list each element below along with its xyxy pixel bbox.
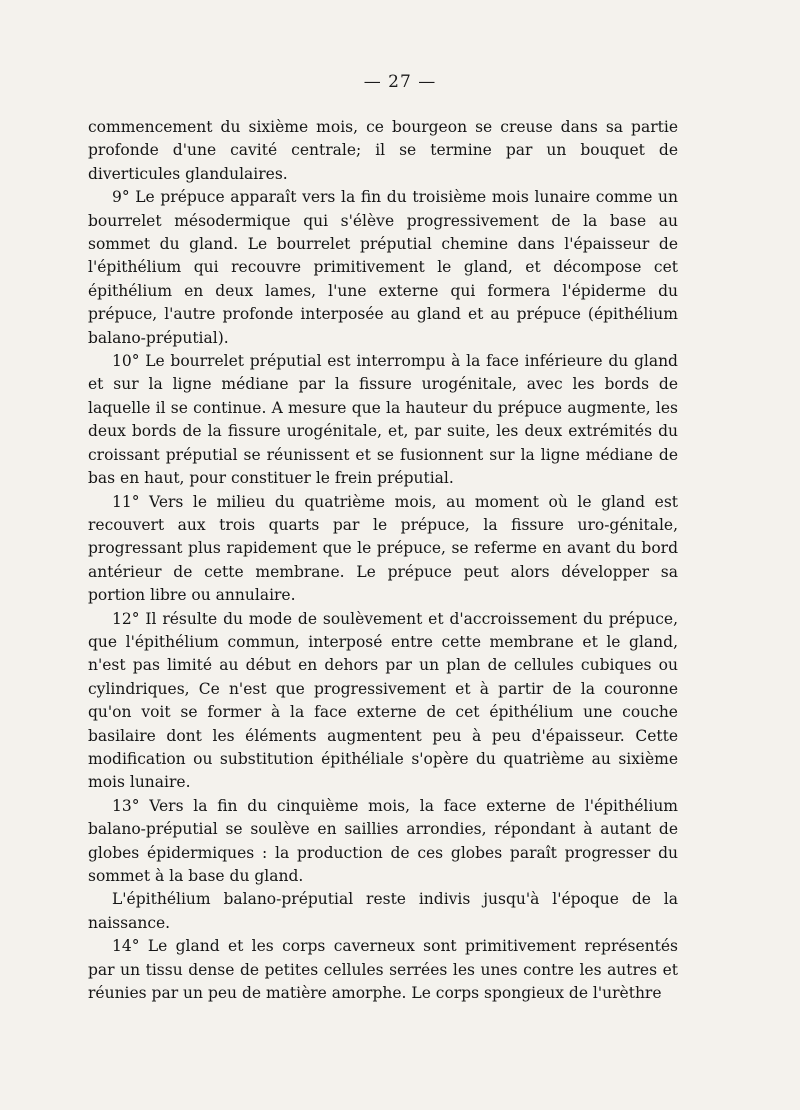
- paragraph: [88, 935, 678, 1005]
- paragraph-number: 12°: [112, 609, 140, 628]
- paragraph-number: 13°: [112, 796, 140, 815]
- paragraph: [88, 116, 678, 186]
- paragraph-text: Le bourrelet préputial est interrompu à la face inférieure du gland et sur la ligne médiane par la fissure urogénitale, avec les bords de laquelle il se continue. A mesure que la hauteur du prépuce augmente, les deux bords de la fissure urogénitale, et, par suite, les deux extrémités du croissant préputial se réunissent et se fusionnent sur la ligne médiane de bas en haut, pour constituer le frein préputial.: [88, 352, 678, 488]
- body-text: [88, 116, 678, 1005]
- paragraph-text: Il résulte du mode de soulèvement et d'accroissement du prépuce, que l'épithélium commun, interposé entre cette membrane et le gland, n'est pas limité au début en dehors par un plan de cellules cubiques ou cylindriques, Ce n'est que progressivement et à partir de la couronne qu'on voit se former à la face externe de cet épithélium une couche basilaire dont les éléments augmentent peu à peu d'épaisseur. Cette modification ou substitution épithéliale s'opère du quatrième au sixième mois lunaire.: [88, 609, 678, 792]
- paragraph: [88, 888, 678, 935]
- paragraph-number: 14°: [112, 937, 140, 956]
- paragraph-text: Le gland et les corps caverneux sont primitivement représentés par un tissu dense de petites cellules serrées les unes contre les autres et réunies par un peu de matière amorphe. Le corps spongieux de l'urèthre: [88, 937, 678, 1003]
- paragraph-text: Vers le milieu du quatrième mois, au moment où le gland est recouvert aux trois quarts par le prépuce, la fissure uro-génitale, progressant plus rapidement que le prépuce, se referme en avant du bord antérieur de cette membrane. Le prépuce peut alors développer sa portion libre ou annulaire.: [88, 492, 678, 605]
- paragraph-number: 11°: [112, 492, 140, 511]
- paragraph: [88, 491, 678, 608]
- paragraph-text: Le prépuce apparaît vers la fin du troisième mois lunaire comme un bourrelet mésodermique qui s'élève progressivement de la base au sommet du gland. Le bourrelet préputial chemine dans l'épaisseur de l'épithélium qui recouvre primitivement le gland, et décompose cet épithélium en deux lames, l'une externe qui formera l'épiderme du prépuce, l'autre profonde interposée au gland et au prépuce (épithélium balano-préputial).: [88, 188, 678, 347]
- paragraph: [88, 795, 678, 889]
- paragraph: [88, 608, 678, 795]
- paragraph: [88, 186, 678, 350]
- paragraph-number: 9°: [112, 188, 130, 207]
- paragraph: [88, 350, 678, 490]
- page-number: — 27 —: [363, 72, 437, 92]
- paragraph-text: L'épithélium balano-préputial reste indivis jusqu'à l'époque de la naissance.: [88, 890, 678, 932]
- paragraph-number: 10°: [112, 352, 140, 371]
- paragraph-text: commencement du sixième mois, ce bourgeon se creuse dans sa partie profonde d'une cavité centrale; il se termine par un bouquet de diverticules glandulaires.: [88, 118, 678, 183]
- paragraph-text: Vers la fin du cinquième mois, la face externe de l'épithélium balano-préputial se soulève en saillies arrondies, répondant à autant de globes épidermiques : la production de ces globes paraît progresser du sommet à la base du gland.: [88, 796, 678, 885]
